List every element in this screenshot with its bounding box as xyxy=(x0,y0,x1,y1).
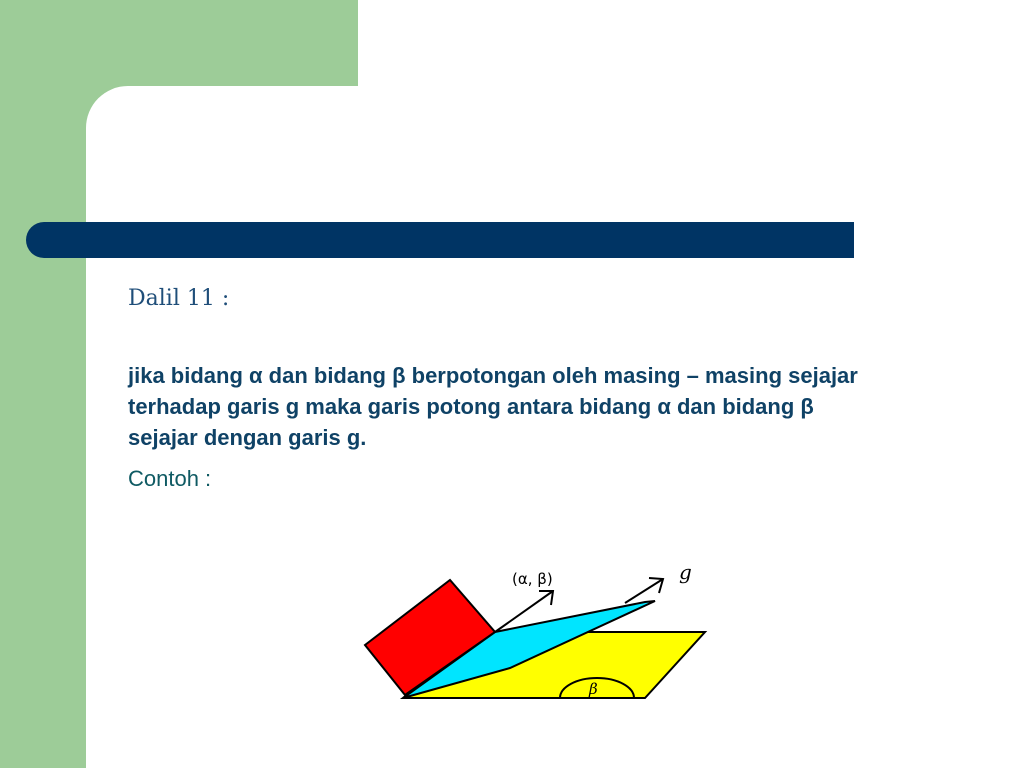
intersection-label: (α, β) xyxy=(512,570,553,588)
theorem-statement: jika bidang α dan bidang β berpotongan oleh masing – masing sejajar terhadap garis g maka garis potong antara bidang α dan bidang β sejajar dengan garis g. xyxy=(128,363,858,450)
title-bar xyxy=(26,222,854,258)
plane-beta-label: β xyxy=(589,680,598,698)
line-g-arrow xyxy=(625,579,663,603)
example-label: Contoh : xyxy=(128,466,212,491)
theorem-heading: Dalil 11 : xyxy=(128,286,230,311)
planes-diagram xyxy=(355,555,715,705)
line-g-label: g xyxy=(679,560,692,584)
top-right-panel xyxy=(358,0,1024,100)
